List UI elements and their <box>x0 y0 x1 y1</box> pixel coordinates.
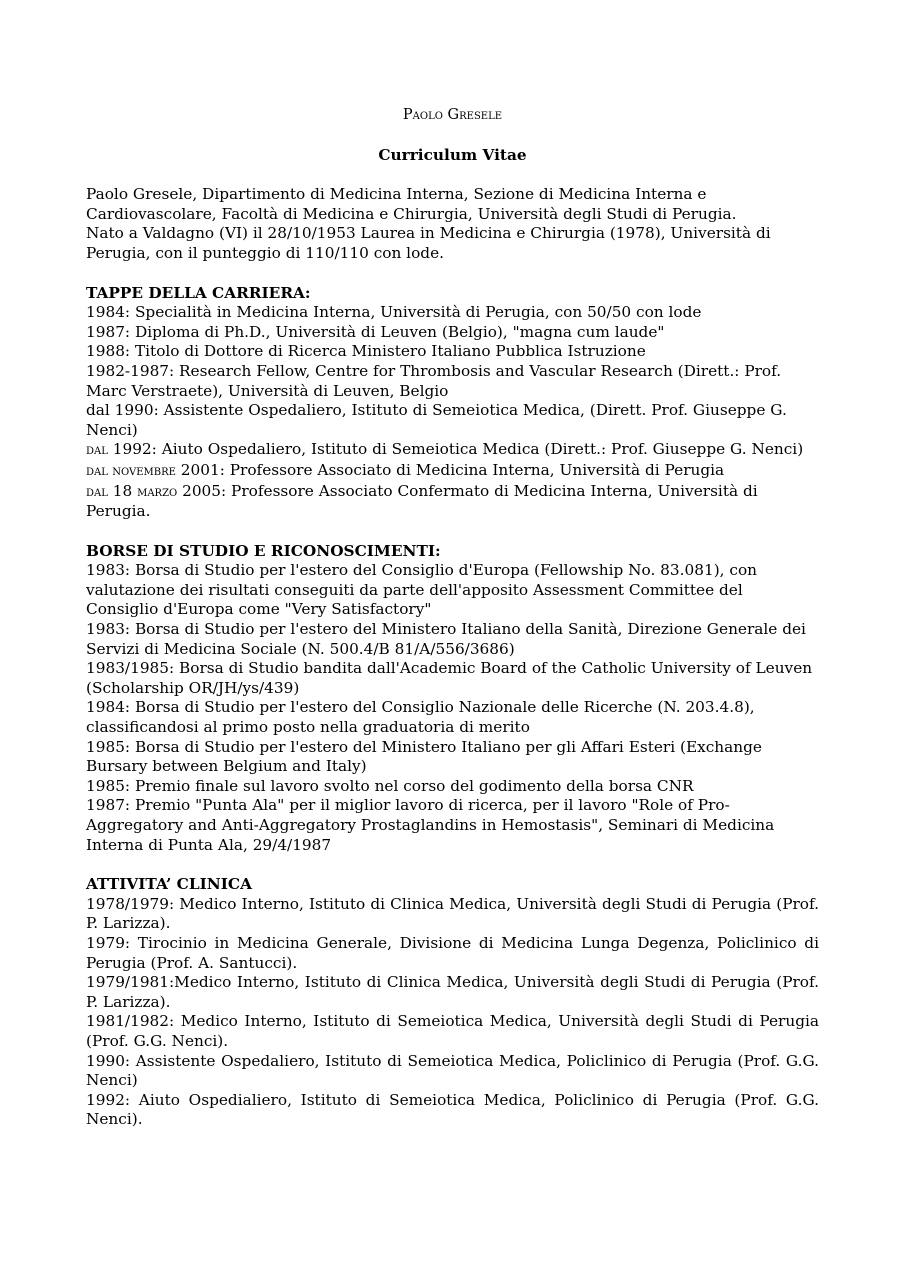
career-entry: 1988: Titolo di Dottore di Ricerca Ministero Italiano Pubblica Istruzione <box>86 342 646 361</box>
clinical-entry: 1992: Aiuto Ospedialiero, Istituto di Semeiotica Medica, Policlinico di Perugia (Prof. G.G. Nenci). <box>86 1090 819 1129</box>
career-entry <box>86 461 819 482</box>
career-entry: dal 1990: Assistente Ospedaliero, Istituto di Semeiotica Medica, (Dirett. Prof. Giuseppe G. Nenci) <box>86 401 787 439</box>
career-entry-prefix: dal <box>86 442 108 459</box>
section-career <box>86 284 819 522</box>
career-entry-text: 2005: Professore Associato Confermato di Medicina Interna, Università di Perugia. <box>86 481 758 521</box>
career-entry-day: 18 <box>107 481 138 500</box>
section-heading-clinical: ATTIVITA’ CLINICA <box>86 875 252 894</box>
author-name: Paolo Gresele <box>402 107 503 123</box>
award-entry: 1987: Premio "Punta Ala" per il miglior lavoro di ricerca, per il lavoro "Role of Pro-Aggregatory and Anti-Aggregatory Prostaglandins in Hemostasis", Seminari di Medicina Interna di Punta Ala, 29/4/1987 <box>86 796 775 854</box>
section-heading-career: TAPPE DELLA CARRIERA: <box>86 283 311 302</box>
career-entry: 1984: Specialità in Medicina Interna, Università di Perugia, con 50/50 con lode <box>86 303 702 322</box>
award-entry: 1983: Borsa di Studio per l'estero del Ministero Italiano della Sanità, Direzione Generale dei Servizi di Medicina Sociale (N. 500.4/B 81/A/556/3686) <box>86 620 806 658</box>
career-entry-prefix: dal novembre <box>86 462 176 479</box>
clinical-entry: 1979/1981:Medico Interno, Istituto di Clinica Medica, Università degli Studi di Perugia (Prof. P. Larizza). <box>86 973 819 1011</box>
clinical-entry: 1978/1979: Medico Interno, Istituto di Clinica Medica, Università degli Studi di Perugia (Prof. P. Larizza). <box>86 894 819 933</box>
career-entry: 1982-1987: Research Fellow, Centre for Thrombosis and Vascular Research (Dirett.: Prof. Marc Verstraete), Università di Leuven, Belgio <box>86 361 782 400</box>
section-awards <box>86 542 819 856</box>
career-entry-prefix: dal <box>86 483 108 500</box>
career-entry <box>86 440 819 461</box>
award-entry: 1985: Borsa di Studio per l'estero del Ministero Italiano per gli Affari Esteri (Exchange Bursary between Belgium and Italy) <box>86 737 762 776</box>
career-entry-text: 2001: Professore Associato di Medicina Interna, Università di Perugia <box>175 460 725 479</box>
career-entry: 1987: Diploma di Ph.D., Università di Leuven (Belgio), "magna cum laude" <box>86 322 665 341</box>
clinical-entry: 1979: Tirocinio in Medicina Generale, Divisione di Medicina Lunga Degenza, Policlinico di Perugia (Prof. A. Santucci). <box>86 933 819 972</box>
career-entry-text: 1992: Aiuto Ospedaliero, Istituto di Semeiotica Medica (Dirett.: Prof. Giuseppe G. Nenci) <box>107 440 804 459</box>
document-title: Curriculum Vitae <box>378 145 527 164</box>
award-entry: 1985: Premio finale sul lavoro svolto nel corso del godimento della borsa CNR <box>86 776 694 795</box>
award-entry: 1983/1985: Borsa di Studio bandita dall'Academic Board of the Catholic University of Leuven (Scholarship OR/JH/ys/439) <box>86 659 813 697</box>
section-heading-awards: BORSE DI STUDIO E RICONOSCIMENTI: <box>86 541 441 560</box>
intro-line-affiliation: Paolo Gresele, Dipartimento di Medicina Interna, Sezione di Medicina Interna e Cardiovascolare, Facoltà di Medicina e Chirurgia, Università degli Studi di Perugia. <box>86 185 737 223</box>
career-entry-month: marzo <box>137 483 178 500</box>
clinical-entry: 1990: Assistente Ospedaliero, Istituto di Semeiotica Medica, Policlinico di Perugia (Prof. G.G. Nenci) <box>86 1051 819 1090</box>
intro-paragraph <box>86 185 819 263</box>
award-entry: 1983: Borsa di Studio per l'estero del Consiglio d'Europa (Fellowship No. 83.081), con valutazione dei risultati conseguiti da parte dell'apposito Assessment Committee del Consiglio d'Europa come "Very Satisfactory" <box>86 561 758 619</box>
intro-line-birth-degree: Nato a Valdagno (VI) il 28/10/1953 Laurea in Medicina e Chirurgia (1978), Università di Perugia, con il punteggio di 110/110 con lode. <box>86 224 771 262</box>
cv-document <box>86 106 819 1130</box>
clinical-entry: 1981/1982: Medico Interno, Istituto di Semeiotica Medica, Università degli Studi di Perugia (Prof. G.G. Nenci). <box>86 1012 819 1050</box>
section-clinical <box>86 875 819 1130</box>
career-entry <box>86 482 819 522</box>
award-entry: 1984: Borsa di Studio per l'estero del Consiglio Nazionale delle Ricerche (N. 203.4.8), classificandosi al primo posto nella graduatoria di merito <box>86 698 755 737</box>
